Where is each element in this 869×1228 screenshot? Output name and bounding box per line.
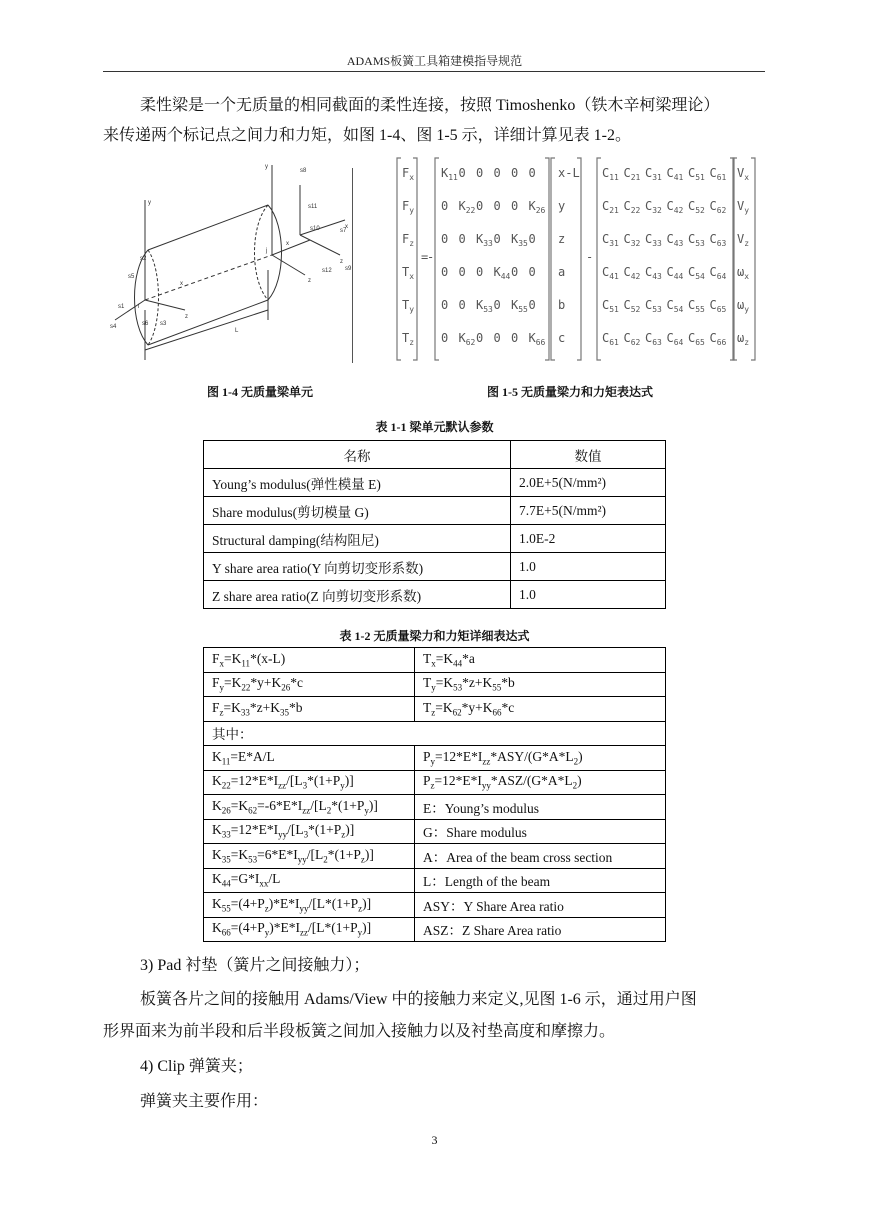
- table-row: [204, 868, 666, 893]
- k-matrix-entry: 0: [528, 265, 536, 279]
- running-header: ADAMS板簧工具箱建模指导规范: [346, 54, 523, 68]
- fig14-label-s10: s10: [310, 226, 320, 232]
- table-cell: $K_{11}=E*A/L$: [204, 746, 415, 771]
- k-matrix-entry: $K_{66}$: [528, 331, 546, 347]
- c-matrix-entry: $C_{54}$: [666, 298, 684, 314]
- velocity-vector-entry: $V_x$: [737, 166, 750, 182]
- disp-vector-entry: b: [558, 298, 566, 312]
- velocity-vector-entry: $V_z$: [737, 232, 750, 248]
- section-3-line-2: 形界面来为前半段和后半段板簧之间加入接触力以及衬垫高度和摩擦力。: [103, 1023, 616, 1040]
- table-row: [204, 770, 666, 795]
- table-cell: Share modulus(剪切模量 G): [204, 497, 511, 525]
- k-matrix-entry: $K_{62}$: [458, 331, 476, 347]
- table-cell: $K_{22}=12*E*I_{zz}/[L_3*(1+P_y)]$: [204, 770, 415, 795]
- fig14-label-j: j: [266, 248, 268, 254]
- fig14-label-y1: y: [148, 200, 151, 206]
- disp-vector-entry: y: [558, 199, 566, 213]
- table-row: [204, 497, 666, 525]
- beam-left-end: [135, 250, 149, 345]
- fig14-label-s3: s3: [160, 321, 167, 327]
- c-matrix-entry: $C_{53}$: [688, 232, 705, 248]
- disp-vector-entry: c: [558, 331, 566, 345]
- fig14-label-s8: s8: [300, 168, 307, 174]
- table-row: [204, 721, 666, 746]
- section-4-heading: 4) Clip 弹簧夹；: [140, 1058, 253, 1075]
- k-matrix-entry: 0: [441, 199, 449, 213]
- k-matrix-entry: 0: [476, 166, 484, 180]
- table-cell: Young’s modulus(弹性模量 E): [204, 469, 511, 497]
- c-matrix-entry: $C_{52}$: [623, 298, 641, 314]
- k-matrix-entry: 0: [528, 232, 536, 246]
- table-row: [204, 697, 666, 722]
- section-3-line-1: 板簧各片之间的接触用 Adams/View 中的接触力来定义,见图 1-6 示，通过用户图: [140, 991, 697, 1008]
- force-vector-entry: $T_z$: [402, 331, 415, 347]
- table-cell: G：Share modulus: [415, 819, 666, 844]
- c-matrix-entry: $C_{63}$: [645, 331, 662, 347]
- c-matrix-entry: $C_{42}$: [666, 199, 684, 215]
- table-cell: $P_z=12*E*I_{yy}*ASZ/(G*A*L_2)$: [415, 770, 666, 795]
- table-row: [204, 917, 666, 942]
- k-matrix-entry: 0: [441, 331, 449, 345]
- table-cell: $T_y=K_{53}*z+K_{55}*b$: [415, 672, 666, 697]
- k-matrix-entry: 0: [441, 232, 449, 246]
- k-matrix-entry: 0: [493, 232, 501, 246]
- k-matrix-entry: $K_{35}$: [511, 232, 528, 248]
- k-matrix-entry: 0: [441, 265, 449, 279]
- fig14-label-s5: s5: [128, 274, 135, 280]
- c-matrix-entry: $C_{11}$: [602, 166, 619, 182]
- table-cell: $F_y=K_{22}*y+K_{26}*c$: [204, 672, 415, 697]
- k-matrix-entry: 0: [458, 298, 466, 312]
- table-cell: $F_z=K_{33}*z+K_{35}*b$: [204, 697, 415, 722]
- k-matrix-entry: $K_{11}$: [441, 166, 458, 182]
- table-cell: $K_{33}=12*E*I_{yy}/[L_3*(1+P_z)]$: [204, 819, 415, 844]
- table-span-cell: 其中：: [204, 721, 666, 746]
- c-matrix-entry: $C_{43}$: [645, 265, 662, 281]
- force-vector-entry: $T_x$: [402, 265, 415, 281]
- k-matrix-entry: 0: [476, 331, 484, 345]
- table-row: [204, 525, 666, 553]
- table-cell: Z share area ratio(Z 向剪切变形系数): [204, 581, 511, 609]
- fig14-label-z1: z: [185, 314, 188, 320]
- force-vector-entry: $T_y$: [402, 298, 415, 314]
- k-matrix-entry: 0: [493, 199, 501, 213]
- c-matrix-entry: $C_{31}$: [602, 232, 619, 248]
- table-cell: L：Length of the beam: [415, 868, 666, 893]
- k-matrix-entry: 0: [511, 199, 519, 213]
- c-matrix-entry: $C_{55}$: [688, 298, 705, 314]
- c-matrix-entry: $C_{42}$: [623, 265, 641, 281]
- c-matrix-entry: $C_{22}$: [623, 199, 641, 215]
- k-matrix-entry: 0: [511, 265, 519, 279]
- table-cell: E：Young’s modulus: [415, 795, 666, 820]
- table-cell: 2.0E+5(N/mm²): [511, 469, 666, 497]
- c-matrix-entry: $C_{62}$: [623, 331, 641, 347]
- table-cell: $T_x=K_{44}*a$: [415, 648, 666, 673]
- table-cell: $K_{44}=G*I_{xx}/L$: [204, 868, 415, 893]
- c-matrix-entry: $C_{54}$: [688, 265, 705, 281]
- figure-1-4-caption: 图 1-4 无质量梁单元: [207, 385, 313, 399]
- table-cell: 1.0: [511, 553, 666, 581]
- velocity-vector-entry: $\omega_y$: [737, 298, 750, 314]
- force-vector-entry: $F_z$: [402, 232, 415, 248]
- c-matrix-entry: $C_{63}$: [709, 232, 727, 248]
- k-matrix-entry: 0: [528, 298, 536, 312]
- k-matrix-entry: 0: [458, 265, 466, 279]
- table-cell: $K_{55}=(4+P_z)*E*I_{yy}/[L*(1+P_z)]$: [204, 893, 415, 918]
- k-matrix-entry: 0: [511, 166, 519, 180]
- fig14-label-i: i: [138, 304, 140, 310]
- k-matrix-entry: 0: [458, 232, 466, 246]
- k-matrix-entry: 0: [441, 298, 449, 312]
- table-row: [204, 893, 666, 918]
- table-row: [204, 672, 666, 697]
- c-matrix-entry: $C_{53}$: [645, 298, 662, 314]
- table-cell: $P_y=12*E*I_{zz}*ASY/(G*A*L_2)$: [415, 746, 666, 771]
- table-row: [204, 746, 666, 771]
- k-matrix-entry: 0: [476, 265, 484, 279]
- fig14-label-s1: s1: [118, 304, 125, 310]
- fig14-label-s12: s12: [322, 268, 332, 274]
- fig14-label-s11: s11: [308, 204, 318, 210]
- force-vector-entry: $F_x$: [402, 166, 415, 182]
- table-row: [204, 844, 666, 869]
- fig14-label-z3: z: [340, 259, 343, 265]
- table-1-1-caption: 表 1-1 梁单元默认参数: [375, 420, 494, 434]
- k-matrix-entry: $K_{53}$: [476, 298, 493, 314]
- table-row: [204, 819, 666, 844]
- c-matrix-entry: $C_{64}$: [709, 265, 727, 281]
- table-cell: $K_{66}=(4+P_y)*E*I_{zz}/[L*(1+P_y)]$: [204, 917, 415, 942]
- table-row: [204, 581, 666, 609]
- fig14-label-x1: x: [180, 281, 183, 287]
- fig14-label-z2: z: [308, 278, 311, 284]
- c-matrix-entry: $C_{51}$: [688, 166, 705, 182]
- force-vector-entry: $F_y$: [402, 199, 415, 215]
- k-matrix-entry: $K_{55}$: [511, 298, 528, 314]
- table-cell: 1.0: [511, 581, 666, 609]
- k-matrix-entry: $K_{44}$: [493, 265, 511, 281]
- figure-1-4-beam-diagram: [100, 160, 360, 365]
- c-matrix-entry: $C_{64}$: [666, 331, 684, 347]
- intro-line-2: 来传递两个标记点之间力和力矩，如图 1-4、图 1-5 示，详细计算见表 1-2。: [103, 127, 631, 144]
- k-matrix-entry: 0: [493, 331, 501, 345]
- velocity-vector-entry: $\omega_x$: [737, 265, 750, 281]
- c-matrix-entry: $C_{21}$: [602, 199, 619, 215]
- c-matrix-entry: $C_{62}$: [709, 199, 727, 215]
- k-matrix-entry: 0: [493, 166, 501, 180]
- c-matrix-entry: $C_{61}$: [602, 331, 619, 347]
- table-cell: A：Area of the beam cross section: [415, 844, 666, 869]
- table-cell: 7.7E+5(N/mm²): [511, 497, 666, 525]
- table-cell: ASY：Y Share Area ratio: [415, 893, 666, 918]
- table-cell: $K_{26}=K_{62}=-6*E*I_{zz}/[L_2*(1+P_y)]$: [204, 795, 415, 820]
- table-row: [204, 795, 666, 820]
- table-1-2-force-expressions: [203, 647, 666, 942]
- c-matrix-entry: $C_{41}$: [602, 265, 619, 281]
- table-cell: $K_{35}=K_{53}=6*E*I_{yy}/[L_2*(1+P_z)]$: [204, 844, 415, 869]
- c-matrix-entry: $C_{44}$: [666, 265, 684, 281]
- disp-vector-entry: x-L: [558, 166, 580, 180]
- table-cell: $F_x=K_{11}*(x-L)$: [204, 648, 415, 673]
- table-cell: 1.0E-2: [511, 525, 666, 553]
- k-matrix-entry: 0: [458, 166, 466, 180]
- c-matrix-entry: $C_{51}$: [602, 298, 619, 314]
- equals-sign: =: [421, 250, 429, 264]
- disp-vector-entry: z: [558, 232, 566, 246]
- beam-top-edge: [148, 205, 268, 250]
- c-matrix-entry: $C_{21}$: [623, 166, 641, 182]
- k-matrix-entry: 0: [476, 199, 484, 213]
- table-cell: Structural damping(结构阻尼): [204, 525, 511, 553]
- c-matrix-entry: $C_{66}$: [709, 331, 727, 347]
- c-matrix-entry: $C_{32}$: [645, 199, 662, 215]
- fig14-label-y2: y: [265, 164, 268, 170]
- section-3-heading: 3) Pad 衬垫（簧片之间接触力）；: [140, 957, 370, 974]
- k-matrix-entry: $K_{22}$: [458, 199, 476, 215]
- disp-vector-entry: a: [558, 265, 566, 279]
- fig14-label-x2: x: [286, 241, 289, 247]
- k-matrix-entry: 0: [528, 166, 536, 180]
- fig14-label-s4: s4: [110, 324, 117, 330]
- c-matrix-entry: $C_{32}$: [623, 232, 641, 248]
- fig14-label-s9: s9: [345, 266, 352, 272]
- fig14-label-x3: x: [345, 224, 348, 230]
- fig14-label-s6: s6: [142, 321, 149, 327]
- velocity-vector-entry: $V_y$: [737, 199, 750, 215]
- figure-1-5-matrix-expression: [395, 155, 760, 365]
- table-header-row: [204, 441, 666, 469]
- c-matrix-entry: $C_{31}$: [645, 166, 662, 182]
- k-matrix-entry: $K_{33}$: [476, 232, 493, 248]
- minus-sign-2: -: [586, 250, 594, 264]
- page-number: 3: [431, 1133, 438, 1147]
- fig14-label-s7: s7: [340, 228, 347, 234]
- figure-1-5-caption: 图 1-5 无质量梁力和力矩表达式: [487, 385, 653, 399]
- minus-sign-1: -: [427, 250, 435, 264]
- header-cell-name: 名称: [204, 441, 511, 469]
- intro-line-1: 柔性梁是一个无质量的相同截面的柔性连接，按照 Timoshenko（铁木辛柯梁理论）: [140, 97, 720, 114]
- figure-separator: [352, 168, 353, 363]
- k-matrix-entry: 0: [493, 298, 501, 312]
- k-matrix-entry: $K_{26}$: [528, 199, 546, 215]
- c-matrix-entry: $C_{41}$: [666, 166, 684, 182]
- c-matrix-entry: $C_{65}$: [709, 298, 727, 314]
- section-4-line-1: 弹簧夹主要作用：: [140, 1093, 269, 1110]
- header-divider: [103, 71, 765, 72]
- fig14-label-L: L: [235, 328, 239, 334]
- table-cell: Y share area ratio(Y 向剪切变形系数): [204, 553, 511, 581]
- c-matrix-entry: $C_{52}$: [688, 199, 705, 215]
- table-row: [204, 553, 666, 581]
- table-cell: $T_z=K_{62}*y+K_{66}*c$: [415, 697, 666, 722]
- velocity-vector-entry: $\omega_z$: [737, 331, 750, 347]
- table-row: [204, 469, 666, 497]
- fig14-label-s2: s2: [140, 256, 147, 262]
- k-matrix-entry: 0: [511, 331, 519, 345]
- table-cell: ASZ：Z Share Area ratio: [415, 917, 666, 942]
- table-row: [204, 648, 666, 673]
- c-matrix-entry: $C_{65}$: [688, 331, 705, 347]
- header-cell-value: 数值: [511, 441, 666, 469]
- table-1-1-beam-defaults: [203, 440, 666, 609]
- c-matrix-entry: $C_{61}$: [709, 166, 727, 182]
- c-matrix-entry: $C_{33}$: [645, 232, 662, 248]
- table-1-2-caption: 表 1-2 无质量梁力和力矩详细表达式: [339, 629, 530, 643]
- c-matrix-entry: $C_{43}$: [666, 232, 684, 248]
